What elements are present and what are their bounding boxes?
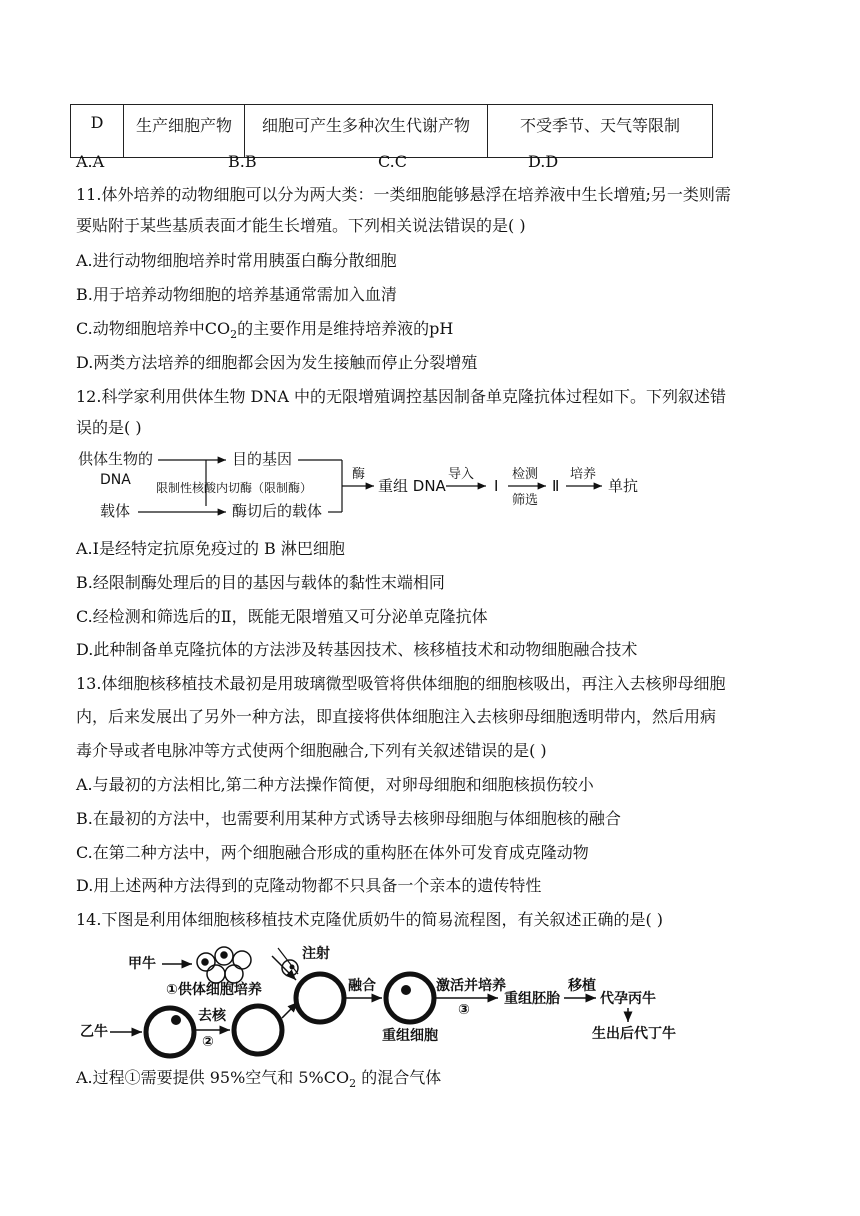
transplant-label: 移植 — [568, 978, 596, 994]
recombinant-cell-icon — [386, 974, 434, 1022]
table-row — [71, 105, 713, 158]
q13-option-c[interactable]: C.在第二种方法中，两个细胞融合形成的重构胚在体外可发育成克隆动物 — [76, 843, 589, 862]
target-gene-label: 目的基因 — [232, 450, 293, 468]
screen-label: 筛选 — [512, 493, 539, 508]
option-b[interactable]: B.B — [228, 152, 257, 171]
cell-i-label: Ⅰ — [494, 477, 499, 495]
enucleated-oocyte-icon — [234, 1006, 282, 1054]
q11-option-c[interactable] — [76, 319, 453, 345]
q11-option-b[interactable]: B.用于培养动物细胞的培养基通常需加入血清 — [76, 285, 397, 304]
recombinant-embryo-label: 重组胚胎 — [504, 991, 560, 1007]
injected-oocyte-icon — [296, 974, 344, 1022]
subscript: 2 — [349, 1077, 357, 1091]
q12-option-b[interactable]: B.经限制酶处理后的目的基因与载体的黏性末端相同 — [76, 573, 445, 592]
offspring-label: 生出后代丁牛 — [592, 1026, 676, 1042]
q12-option-c[interactable]: C.经检测和筛选后的Ⅱ，既能无限增殖又可分泌单克隆抗体 — [76, 607, 488, 626]
q11-stem-line1: 11.体外培养的动物细胞可以分为两大类：一类细胞能够悬浮在培养液中生长增殖;另一类则需 — [76, 185, 731, 204]
step1-label: ①供体细胞培养 — [166, 982, 262, 998]
q11-option-c-pre: C.动物细胞培养中CO — [76, 319, 231, 338]
introduce-label: 导入 — [448, 467, 475, 482]
q12-stem-line2: 误的是( ) — [76, 418, 142, 437]
option-a[interactable]: A.A — [76, 152, 105, 171]
q12-option-d[interactable]: D.此种制备单克隆抗体的方法涉及转基因技术、核移植技术和动物细胞融合技术 — [76, 640, 638, 659]
recombinant-cell-label: 重组细胞 — [382, 1028, 438, 1044]
donor-dna-label: DNA — [100, 472, 131, 488]
inject-label: 注射 — [302, 946, 330, 962]
surrogate-label: 代孕丙牛 — [600, 991, 656, 1007]
detect-label: 检测 — [512, 467, 539, 482]
q13-option-a[interactable]: A.与最初的方法相比,第二种方法操作简便，对卵母细胞和细胞核损伤较小 — [76, 775, 594, 794]
q13-stem-line3: 毒介导或者电脉冲等方式使两个细胞融合,下列有关叙述错误的是( ) — [76, 741, 547, 760]
subscript: 2 — [230, 328, 238, 342]
q14-option-a[interactable] — [76, 1068, 441, 1094]
q14-option-a-post: 的混合气体 — [356, 1068, 442, 1087]
oocyte-icon — [146, 1008, 194, 1056]
mab-label: 单抗 — [608, 477, 639, 495]
activate-label: 激活并培养 — [436, 978, 506, 994]
q14-option-a-pre: A.过程①需要提供 95%空气和 5%CO — [76, 1068, 350, 1087]
q11-stem-line2: 要贴附于某些基质表面才能生长增殖。下列相关说法错误的是( ) — [76, 216, 526, 235]
q14-stem: 14.下图是利用体细胞核移植技术克隆优质奶牛的简易流程图，有关叙述正确的是( ) — [76, 910, 664, 929]
table-cell: 不受季节、天气等限制 — [488, 105, 713, 158]
fusion-label: 融合 — [348, 978, 376, 994]
enucleate-label: 去核 — [198, 1008, 226, 1024]
cow-a-label: 甲牛 — [128, 956, 156, 972]
table-cell: 细胞可产生多种次生代谢产物 — [245, 105, 488, 158]
q13-option-d[interactable]: D.用上述两种方法得到的克隆动物都不只具备一个亲本的遗传特性 — [76, 876, 542, 895]
table-cell: D — [71, 105, 124, 158]
q12-stem-line1: 12.科学家利用供体生物 DNA 中的无限增殖调控基因制备单克隆抗体过程如下。下列叙述错 — [76, 387, 727, 406]
q12-option-a[interactable]: A.Ⅰ是经特定抗原免疫过的 B 淋巴细胞 — [76, 539, 345, 558]
culture-label: 培养 — [570, 467, 597, 482]
option-c[interactable]: C.C — [378, 152, 407, 171]
step2-label: ② — [202, 1034, 214, 1050]
donor-label: 供体生物的 — [78, 450, 154, 468]
vector-label: 载体 — [100, 502, 131, 520]
step3-label: ③ — [458, 1002, 470, 1018]
cow-b-label: 乙牛 — [80, 1024, 108, 1040]
option-d[interactable]: D.D — [528, 152, 559, 171]
q13-option-b[interactable]: B.在最初的方法中，也需要利用某种方式诱导去核卵母细胞与体细胞核的融合 — [76, 809, 621, 828]
ligase-label: 酶 — [352, 467, 366, 482]
q11-option-d[interactable]: D.两类方法培养的细胞都会因为发生接触而停止分裂增殖 — [76, 353, 478, 372]
recombinant-dna-label: 重组 DNA — [378, 477, 446, 495]
q11-option-a[interactable]: A.进行动物细胞培养时常用胰蛋白酶分散细胞 — [76, 251, 397, 270]
q13-stem-line2: 内，后来发展出了另外一种方法，即直接将供体细胞注入去核卵母细胞透明带内，然后用病 — [76, 707, 717, 726]
q11-option-c-post: 的主要作用是维持培养液的pH — [237, 319, 454, 338]
cell-ii-label: Ⅱ — [552, 477, 560, 495]
q12-flow-diagram — [76, 444, 676, 524]
cut-vector-label: 酶切后的载体 — [232, 502, 323, 520]
table-cell: 生产细胞产物 — [124, 105, 245, 158]
q14-flow-diagram — [76, 938, 696, 1060]
q13-stem-line1: 13.体细胞核移植技术最初是用玻璃微型吸管将供体细胞的细胞核吸出，再注入去核卵母细胞 — [76, 674, 726, 693]
donor-cells — [197, 947, 251, 983]
q10-table — [70, 104, 713, 158]
enzyme-note: 限制性核酸内切酶（限制酶） — [156, 481, 313, 495]
